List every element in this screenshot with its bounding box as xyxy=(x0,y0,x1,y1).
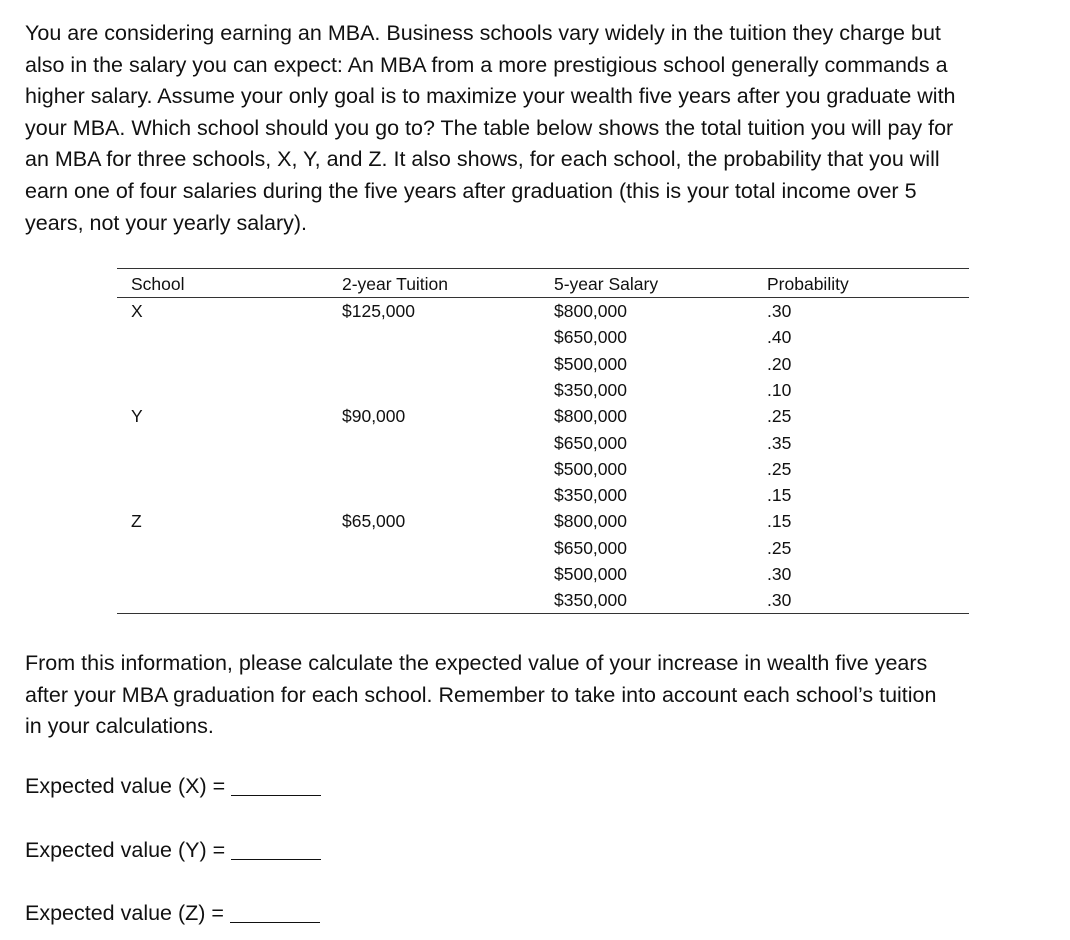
cell-salary: $800,000 xyxy=(554,301,627,321)
cell-school: Z xyxy=(131,511,142,532)
cell-probability: .25 xyxy=(767,537,792,558)
cell-probability: .40 xyxy=(767,327,792,348)
cell-school: X xyxy=(131,301,143,321)
instruction-line: From this information, please calculate the expected value of your increase in wealth five years xyxy=(25,651,928,675)
cell-salary: $650,000 xyxy=(554,432,627,453)
cell-probability: .20 xyxy=(767,353,792,374)
cell-salary: $500,000 xyxy=(554,353,627,374)
expected-value-label: Expected value (X) = xyxy=(25,774,226,798)
cell-salary: $350,000 xyxy=(554,590,627,611)
intro-paragraph xyxy=(25,18,1060,239)
header-probability: Probability xyxy=(767,274,849,294)
intro-line: years, not your yearly salary). xyxy=(25,210,307,235)
table-top-rule xyxy=(117,268,969,269)
cell-salary: $500,000 xyxy=(554,458,627,479)
cell-salary: $650,000 xyxy=(554,537,627,558)
cell-probability: .15 xyxy=(767,485,792,506)
cell-probability: .30 xyxy=(767,590,792,611)
answer-blank[interactable] xyxy=(230,922,320,923)
instructions-paragraph xyxy=(25,648,1060,743)
table-header-rule xyxy=(117,297,969,298)
cell-salary: $350,000 xyxy=(554,485,627,506)
cell-tuition: $65,000 xyxy=(342,511,406,532)
cell-school: Y xyxy=(131,406,143,427)
cell-probability: .30 xyxy=(767,301,792,321)
intro-line: your MBA. Which school should you go to? The table below shows the total tuition you will pay for xyxy=(25,115,954,140)
intro-line: earn one of four salaries during the five years after graduation (this is your total income over 5 xyxy=(25,178,917,203)
instruction-line: in your calculations. xyxy=(25,714,214,739)
intro-line: an MBA for three schools, X, Y, and Z. It also shows, for each school, the probability that you will xyxy=(25,147,940,172)
expected-value-y xyxy=(25,838,321,863)
answer-blank[interactable] xyxy=(231,795,321,796)
expected-value-z xyxy=(25,901,320,926)
cell-probability: .35 xyxy=(767,432,792,453)
header-tuition: 2-year Tuition xyxy=(342,274,449,294)
header-school: School xyxy=(131,274,185,294)
cell-probability: .10 xyxy=(767,379,792,400)
instruction-line: after your MBA graduation for each school. Remember to take into account each school’s tuition xyxy=(25,682,937,707)
intro-line: You are considering earning an MBA. Business schools vary widely in the tuition they charge but xyxy=(25,21,941,45)
cell-probability: .30 xyxy=(767,564,792,584)
cell-salary: $500,000 xyxy=(554,564,627,584)
cell-probability: .25 xyxy=(767,458,792,479)
cell-tuition: $90,000 xyxy=(342,406,406,427)
cell-probability: .25 xyxy=(767,406,792,427)
cell-salary: $800,000 xyxy=(554,511,627,532)
intro-line: higher salary. Assume your only goal is to maximize your wealth five years after you graduate with xyxy=(25,84,956,109)
expected-value-label: Expected value (Y) = xyxy=(25,838,226,862)
expected-value-x xyxy=(25,774,321,799)
intro-line: also in the salary you can expect: An MBA from a more prestigious school generally commands a xyxy=(25,52,948,77)
answer-blank[interactable] xyxy=(231,859,321,860)
header-salary: 5-year Salary xyxy=(554,274,659,294)
table-bottom-rule xyxy=(117,613,969,614)
cell-probability: .15 xyxy=(767,511,792,532)
cell-salary: $350,000 xyxy=(554,379,627,400)
cell-tuition: $125,000 xyxy=(342,301,415,321)
cell-salary: $650,000 xyxy=(554,327,627,348)
expected-value-label: Expected value (Z) = xyxy=(25,901,224,925)
cell-salary: $800,000 xyxy=(554,406,627,427)
